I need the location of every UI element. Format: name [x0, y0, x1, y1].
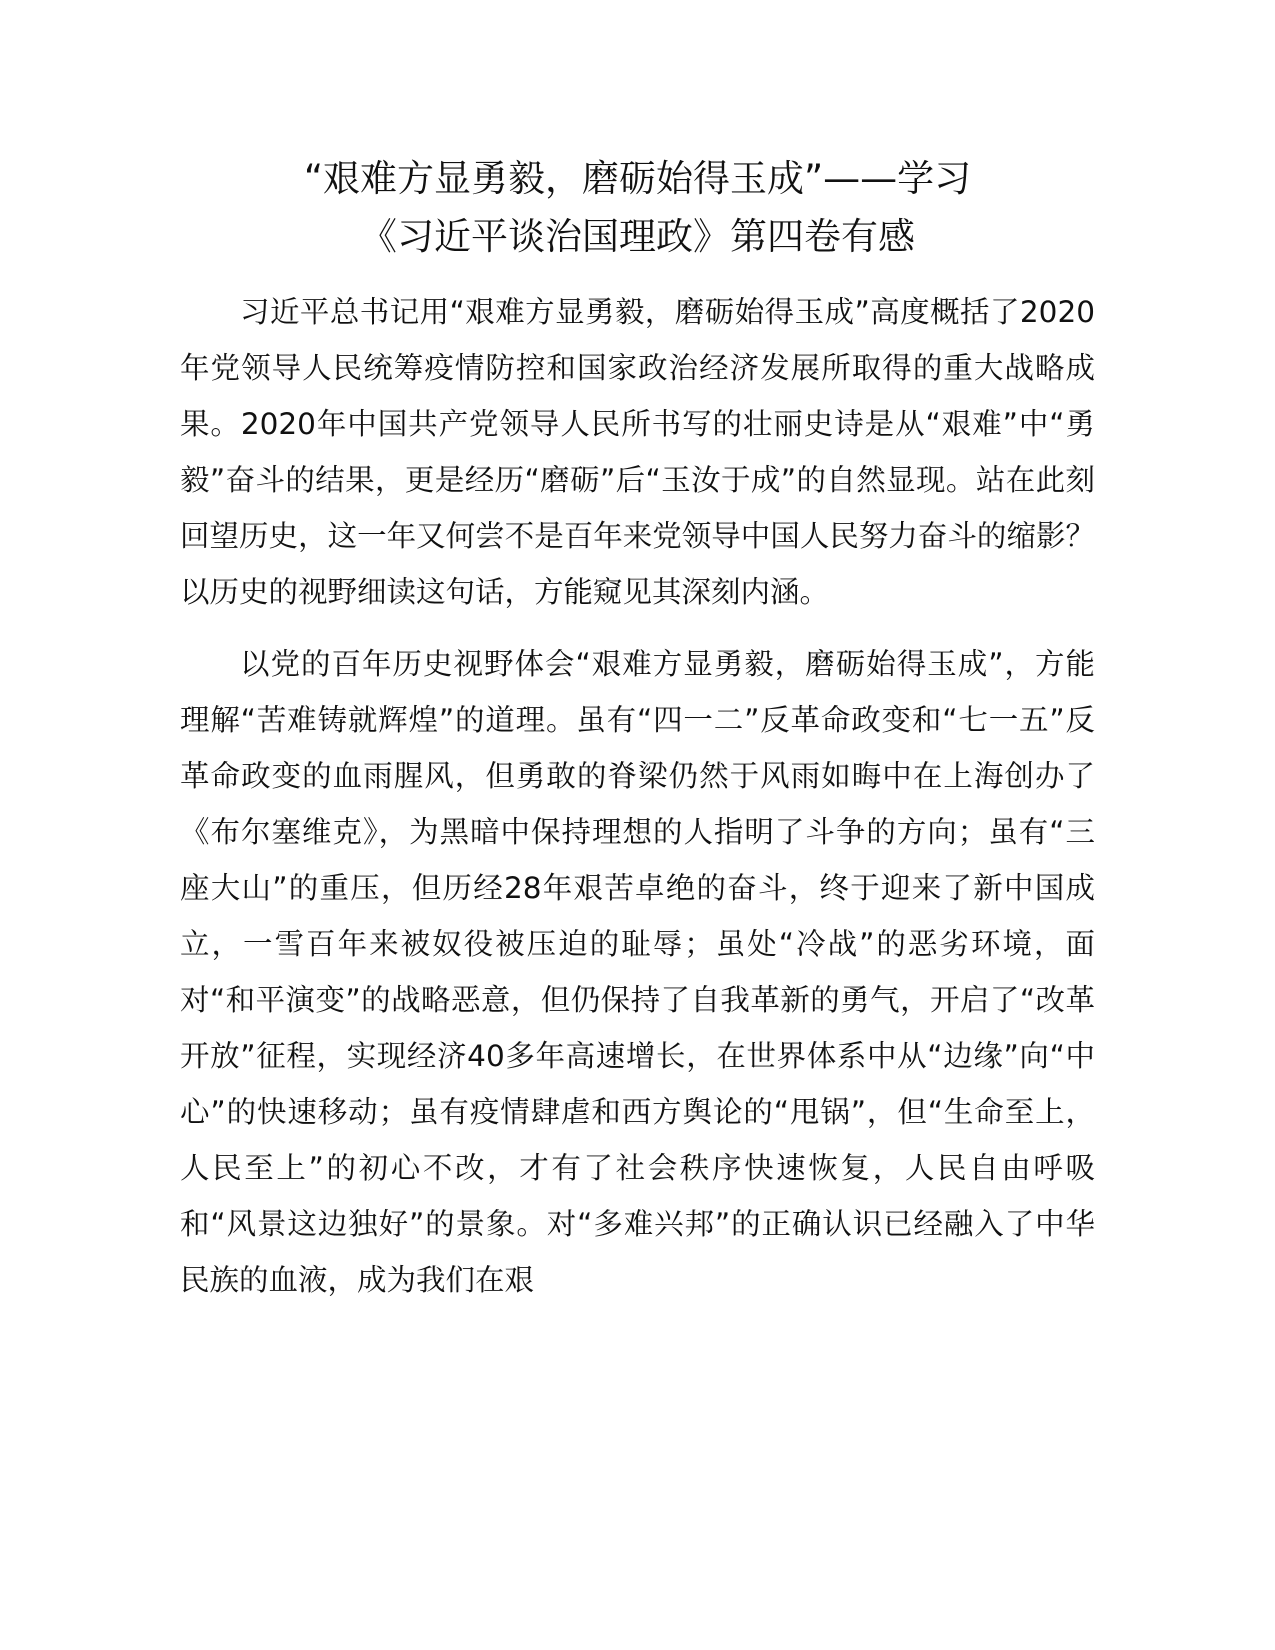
title-line-2: 《习近平谈治国理政》第四卷有感 [360, 215, 915, 258]
paragraph-1: 习近平总书记用“艰难方显勇毅，磨砺始得玉成”高度概括了2020年党领导人民统筹疫情防控和国家政治经济发展所取得的重大战略成果。2020年中国共产党领导人民所书写的壮丽史诗是从“艰难”中“勇毅”奋斗的结果，更是经历“磨砺”后“玉汝于成”的自然显现。站在此刻回望历史，这一年又何尝不是百年来党领导中国人民努力奋斗的缩影？以历史的视野细读这句话，方能窥见其深刻内涵。 [180, 295, 1095, 609]
paragraph-2: 以党的百年历史视野体会“艰难方显勇毅，磨砺始得玉成”，方能理解“苦难铸就辉煌”的道理。虽有“四一二”反革命政变和“七一五”反革命政变的血雨腥风，但勇敢的脊梁仍然于风雨如晦中在上海创办了《布尔塞维克》，为黑暗中保持理想的人指明了斗争的方向；虽有“三座大山”的重压，但历经28年艰苦卓绝的奋斗，终于迎来了新中国成立，一雪百年来被奴役被压迫的耻辱；虽处“冷战”的恶劣环境，面对“和平演变”的战略恶意，但仍保持了自我革新的勇气，开启了“改革开放”征程，实现经济40多年高速增长，在世界体系中从“边缘”向“中心”的快速移动；虽有疫情肆虐和西方舆论的“甩锅”，但“生命至上，人民至上”的初心不改，才有了社会秩序快速恢复，人民自由呼吸和“风景这边独好”的景象。对“多难兴邦”的正确认识已经融入了中华民族的血液，成为我们在艰 [180, 647, 1095, 1297]
document-body [180, 284, 1095, 1308]
document-title [180, 150, 1095, 266]
title-line-1: “艰难方显勇毅，磨砺始得玉成”——学习 [303, 157, 972, 200]
